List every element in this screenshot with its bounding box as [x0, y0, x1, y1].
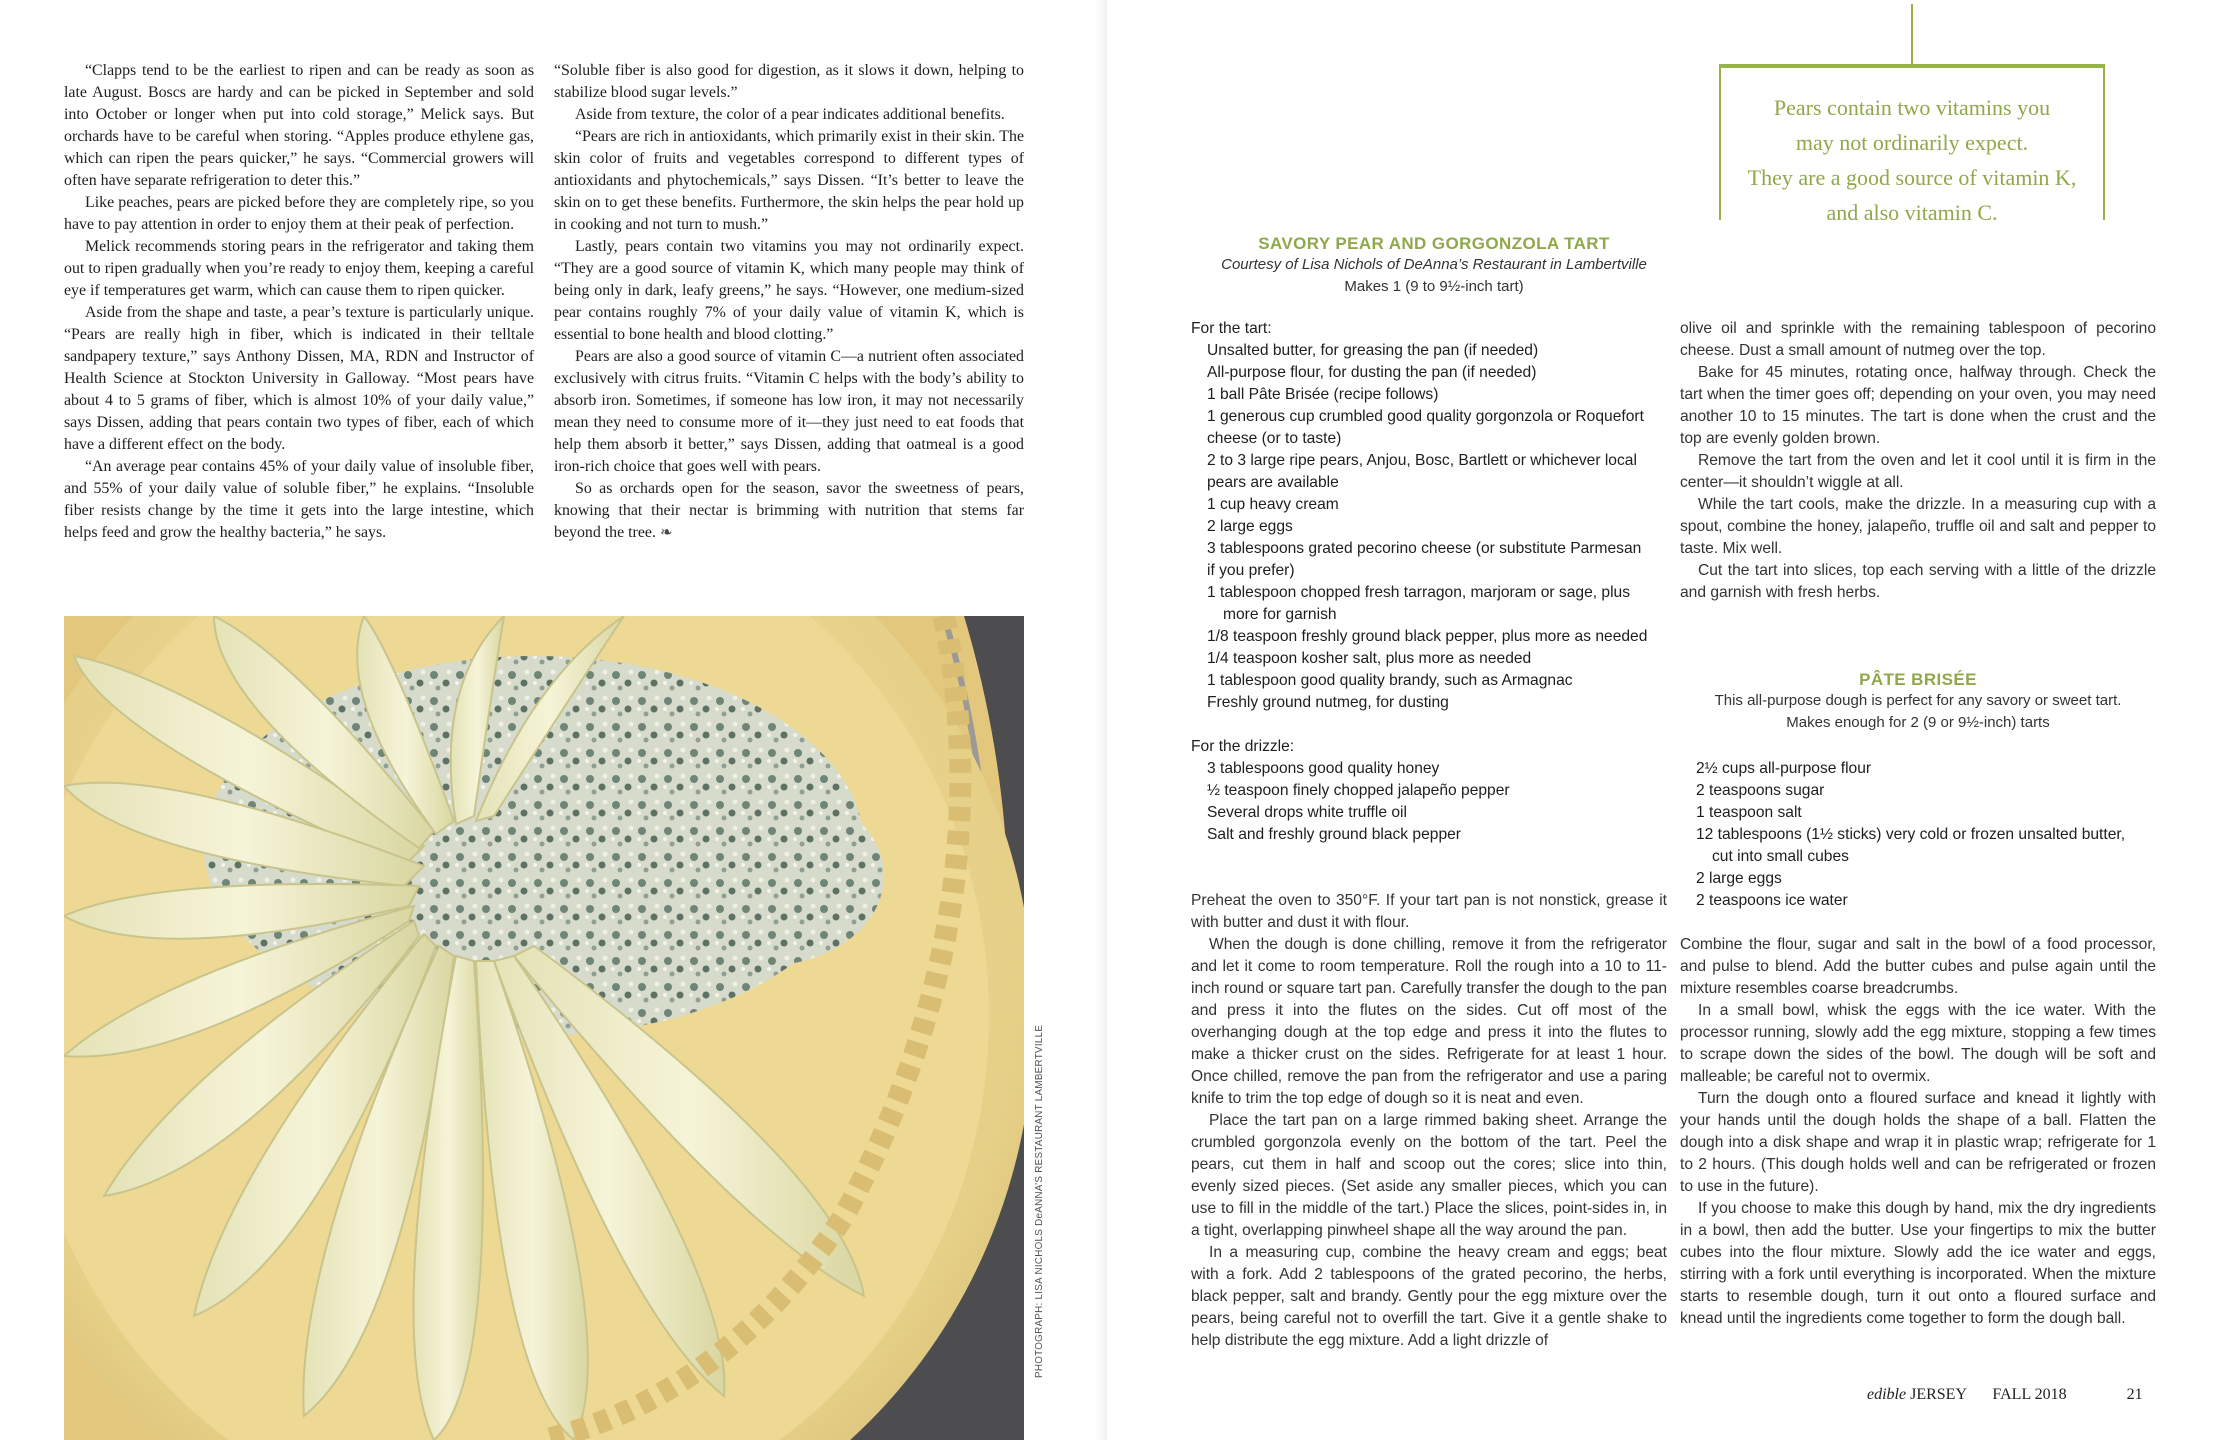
ingredient-item: 2 large eggs [1696, 870, 1782, 887]
tart-photo [64, 616, 1024, 1440]
ingredient-item: 3 tablespoons grated pecorino cheese (or substitute Parmesan if you prefer) [1207, 540, 1642, 579]
issue-label: FALL 2018 [1992, 1386, 2067, 1403]
ingredient-item: 2 large eggs [1207, 518, 1293, 535]
ingredient-item: 1 generous cup crumbled good quality gorgonzola or Roquefort cheese (or to taste) [1207, 408, 1644, 447]
method-paragraph: olive oil and sprinkle with the remaining tablespoon of pecorino cheese. Dust a small amount of nutmeg over the top. [1680, 320, 2156, 359]
ingredient-group-label: For the drizzle: [1191, 738, 1295, 755]
folio [1867, 1386, 2143, 1404]
pull-quote [1719, 64, 2105, 225]
article-paragraph: Aside from the shape and taste, a pear’s texture is particularly unique. “Pears are really high in fiber, which is indicated in their telltale sandpapery texture,” says Anthony Dissen, MA, RDN and Instructor of Health Science at Stockton University in Galloway. “Most pears have about 4 to 5 grams of fiber, which is almost 10% of your daily value,” says Dissen, adding that pears contain two types of fiber, each of which have a different effect on the body. [64, 304, 534, 453]
ingredient-group-label: For the tart: [1191, 320, 1272, 337]
article-paragraph: “Pears are rich in antioxidants, which primarily exist in their skin. The skin color of fruits and vegetables correspond to different types of antioxidants and phytochemicals,” says Dissen. “It’s better to leave the skin on to get these benefits. Furthermore, the skin helps the pear hold up in cooking and not turn to mush.” [554, 128, 1024, 233]
ingredient-item: 1 teaspoon salt [1696, 804, 1802, 821]
ingredient-item: 2 to 3 large ripe pears, Anjou, Bosc, Bartlett or whichever local pears are available [1207, 452, 1637, 491]
method-paragraph: In a small bowl, whisk the eggs with the ice water. With the processor running, slowly add the egg mixture, stopping a few times to scrape down the sides of the bowl. The dough will be soft and malleable; be careful not to overmix. [1680, 1002, 2156, 1085]
ingredient-item: 1/8 teaspoon freshly ground black pepper, plus more as needed [1207, 628, 1648, 645]
pate-brisee-ingredients [1680, 758, 2140, 912]
ingredient-item: Freshly ground nutmeg, for dusting [1207, 694, 1449, 711]
ingredient-list [1680, 758, 2140, 912]
pull-quote-line: and also vitamin C. [1826, 200, 1998, 225]
left-page [0, 0, 1107, 1440]
method-paragraph: Bake for 45 minutes, rotating once, halfway through. Check the tart when the timer goes off; depending on your oven, you may need another 10 to 15 minutes. The tart is done when the crust and the top are evenly golden brown. [1680, 364, 2156, 447]
pull-quote-line: may not ordinarily expect. [1795, 130, 2029, 155]
ingredient-item: 1 cup heavy cream [1207, 496, 1339, 513]
ingredient-item: 1 ball Pâte Brisée (recipe follows) [1207, 386, 1439, 403]
page-number: 21 [2126, 1386, 2143, 1403]
method-paragraph: If you choose to make this dough by hand, mix the dry ingredients in a bowl, then add the butter. Use your fingertips to mix the butter cubes into the flour mixture. Slowly add the ice water and eggs, stirring with a fork until everything is incorporated. When the mixture starts to resemble dough, turn it out onto a floured surface and knead until the ingredients come together to form the dough ball. [1680, 1200, 2156, 1327]
article-paragraph: Melick recommends storing pears in the refrigerator and taking them out to ripen gradually when you’re ready to enjoy them, keeping a careful eye if temperatures get warm, which can cause them to ripen quicker. [64, 238, 534, 299]
magazine-name-italic: edible [1867, 1386, 1907, 1403]
article-paragraph: “Clapps tend to be the earliest to ripen and can be ready as soon as late August. Boscs are hardy and can be picked in September and sold into October or longer when put into cold storage,” Melick says. But orchards have to be careful when storing. “Apples produce ethylene gas, which can ripen the pears quicker,” he says. “Commercial growers will often have separate refrigeration to deter this.” [64, 62, 534, 189]
method-paragraph: Preheat the oven to 350°F. If your tart pan is not nonstick, grease it with butter and dust it with flour. [1191, 892, 1667, 931]
ingredient-item: Salt and freshly ground black pepper [1207, 826, 1461, 843]
ingredient-item: 2½ cups all-purpose flour [1696, 760, 1872, 777]
pull-quote-rule [1911, 4, 1913, 64]
tart-illustration [64, 616, 1024, 1440]
article-column-1 [64, 60, 534, 544]
pull-quote-line: They are a good source of vitamin K, [1747, 165, 2077, 190]
ingredient-item: 2 teaspoons sugar [1696, 782, 1825, 799]
method-paragraph: Cut the tart into slices, top each serving with a little of the drizzle and garnish with fresh herbs. [1680, 562, 2156, 601]
ingredient-list [1191, 758, 1651, 846]
recipe-yield: Makes 1 (9 to 9½-inch tart) [1344, 278, 1524, 295]
article-column-2 [554, 60, 1024, 544]
recipe-header-pate-brisee [1680, 670, 2156, 734]
method-paragraph: Turn the dough onto a floured surface and knead it lightly with your hands until the dough holds the shape of a ball. Flatten the dough into a disk shape and wrap it in plastic wrap; refrigerate for 1 to 2 hours. (This dough holds well and can be refrigerated or frozen to use in the future). [1680, 1090, 2156, 1195]
article-closing-text: So as orchards open for the season, savor the sweetness of pears, knowing that their nectar is brimming with nutrition that stems far beyond the tree. [554, 480, 1024, 541]
recipe-title: SAVORY PEAR AND GORGONZOLA TART [1258, 234, 1610, 253]
article-paragraph: “Soluble fiber is also good for digestion, as it slows it down, helping to stabilize blood sugar levels.” [554, 62, 1024, 101]
article-paragraph: Aside from texture, the color of a pear indicates additional benefits. [575, 106, 1005, 123]
end-mark-icon: ❧ [659, 525, 673, 541]
article-paragraph: Like peaches, pears are picked before they are completely ripe, so you have to pay attention in order to enjoy them at their peak of perfection. [64, 194, 534, 233]
ingredient-item: Unsalted butter, for greasing the pan (if needed) [1207, 342, 1539, 359]
article-paragraph: Lastly, pears contain two vitamins you may not ordinarily expect. “They are a good source of vitamin K, which many people may think of being only in dark, leafy greens,” he says. “However, one medium-sized pear contains roughly 7% of your daily value of vitamin K, which is essential to bone health and blood clotting.” [554, 238, 1024, 343]
ingredient-item: 1/4 teaspoon kosher salt, plus more as needed [1207, 650, 1532, 667]
method-paragraph: Remove the tart from the oven and let it cool until it is firm in the center—it shouldn’t wiggle at all. [1680, 452, 2156, 491]
recipe-yield: Makes enough for 2 (9 or 9½-inch) tarts [1786, 714, 2050, 731]
right-page [1107, 0, 2215, 1440]
ingredient-item: 1 tablespoon good quality brandy, such as Armagnac [1207, 672, 1573, 689]
ingredient-item: Several drops white truffle oil [1207, 804, 1407, 821]
recipe-description: This all-purpose dough is perfect for any savory or sweet tart. [1714, 692, 2122, 709]
recipe-header-tart [1189, 234, 1679, 298]
ingredient-item: 1 tablespoon chopped fresh tarragon, marjoram or sage, plus more for garnish [1207, 584, 1631, 623]
article-paragraph: “An average pear contains 45% of your daily value of insoluble fiber, and 55% of your daily value of soluble fiber,” he explains. “Insoluble fiber resists change by the time it gets into the large intestine, which helps feed and grow the healthy bacteria,” he says. [64, 458, 534, 541]
method-paragraph: Combine the flour, sugar and salt in the bowl of a food processor, and pulse to blend. Add the butter cubes and pulse again until the mixture resembles coarse breadcrumbs. [1680, 936, 2156, 997]
ingredient-item: All-purpose flour, for dusting the pan (if needed) [1207, 364, 1537, 381]
ingredient-item: 2 teaspoons ice water [1696, 892, 1848, 909]
ingredient-item: ½ teaspoon finely chopped jalapeño pepper [1207, 782, 1510, 799]
method-paragraph: When the dough is done chilling, remove it from the refrigerator and let it come to room temperature. Roll the rough into a 10 to 11-inch round or square tart pan. Carefully transfer the dough to the pan and press it into the flutes on the sides. Cut off most of the overhanging dough at the top edge and press it into the flutes to make a thicker crust on the sides. Refrigerate for at least 1 hour. Once chilled, remove the pan from the refrigerator and use a paring knife to trim the top edge of dough so it is neat and even. [1191, 936, 1667, 1107]
photo-credit: PHOTOGRAPH: LISA NICHOLS DeANNA’S RESTAURANT LAMBERTVILLE [1034, 1024, 1045, 1378]
magazine-name: JERSEY [1910, 1386, 1967, 1403]
ingredient-item: 12 tablespoons (1½ sticks) very cold or frozen unsalted butter, cut into small cubes [1696, 826, 2126, 865]
tart-method-column-2 [1680, 318, 2156, 604]
ingredient-item: 3 tablespoons good quality honey [1207, 760, 1440, 777]
recipe-credit: Courtesy of Lisa Nichols of DeAnna’s Restaurant in Lambertville [1221, 256, 1647, 273]
recipe-title: PÂTE BRISÉE [1859, 670, 1977, 689]
method-paragraph: Place the tart pan on a large rimmed baking sheet. Arrange the crumbled gorgonzola evenly on the bottom of the tart. Peel the pears, cut them in half and scoop out the cores; slice into thin, evenly sized pieces. (Set aside any smaller pieces, which you can use to fill in the middle of the tart.) Place the slices, point-sides in, in a tight, overlapping pinwheel shape all the way around the pan. [1191, 1112, 1667, 1239]
article-paragraph: Pears are also a good source of vitamin C—a nutrient often associated exclusively with citrus fruits. “Vitamin C helps with the body’s ability to absorb iron. Sometimes, if someone has low iron, it may not necessarily mean they need to consume more of it—they just need to eat foods that help them absorb it better,” says Dissen, adding that oatmeal is a good iron-rich choice that goes well with pears. [554, 348, 1024, 475]
pull-quote-text [1721, 90, 2103, 230]
method-paragraph: In a measuring cup, combine the heavy cream and eggs; beat with a fork. Add 2 tablespoons of the grated pecorino, the herbs, black pepper, salt and brandy. Gently pour the egg mixture over the pears, being careful not to overfill the tart. Give it a gentle shake to help distribute the egg mixture. Add a light drizzle of [1191, 1244, 1667, 1349]
article-paragraph-last [554, 478, 1024, 544]
ingredient-list [1191, 340, 1651, 714]
tart-ingredients [1191, 318, 1651, 846]
tart-method-column-1 [1191, 890, 1667, 1352]
method-paragraph: While the tart cools, make the drizzle. In a measuring cup with a spout, combine the honey, jalapeño, truffle oil and salt and pepper to taste. Mix well. [1680, 496, 2156, 557]
pate-brisee-method [1680, 934, 2156, 1330]
pull-quote-line: Pears contain two vitamins you [1773, 95, 2051, 120]
